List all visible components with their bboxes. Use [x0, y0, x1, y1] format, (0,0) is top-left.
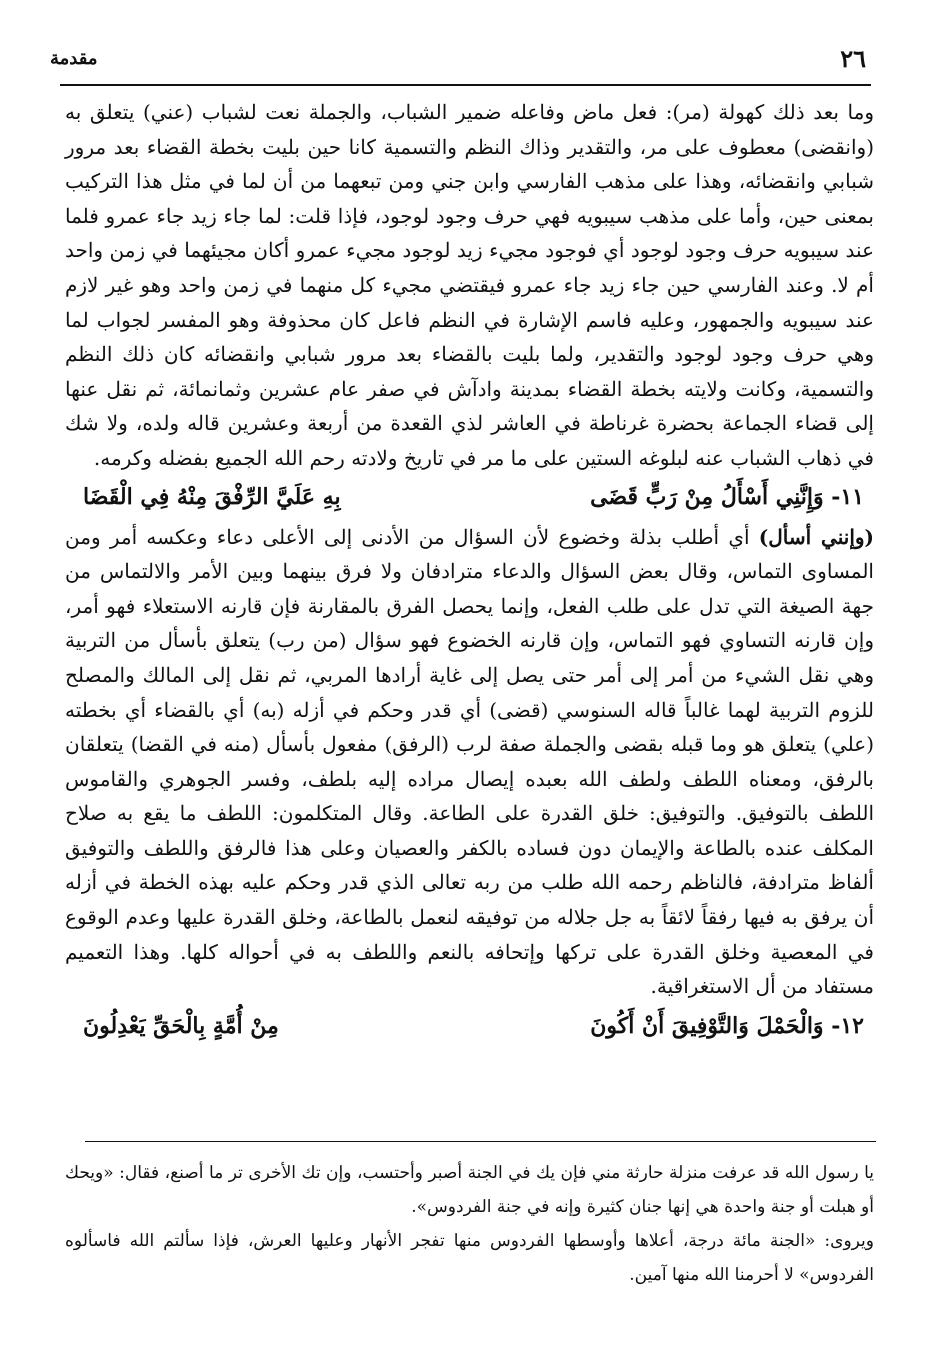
verse-11-second-hemistich: بِهِ عَلَيَّ الرِّفْقَ مِنْهُ فِي الْقَضَا — [83, 484, 341, 511]
main-text — [65, 95, 874, 1048]
running-head — [50, 38, 866, 78]
page-number: ٢٦ — [840, 43, 866, 73]
verse-12-first-hemistich: ١٢- وَالْحَمْلَ وَالتَّوْفِيقَ أَنْ أَكُونَ — [590, 1012, 864, 1039]
footnote-line-1: يا رسول الله قد عرفت منزلة حارثة مني فإن يك في الجنة أصبر وأحتسب، وإن تك الأخرى تر ما أصنع، فقال: «ويحك أو هبلت أو جنة واحدة هي إنها جنان كثيرة وإنه في جنة الفردوس». — [65, 1163, 874, 1217]
verse-11-first-hemistich: ١١- وَإِنَّنِي أَسْأَلُ مِنْ رَبٍّ قَضَى — [590, 484, 864, 511]
header-rule — [60, 84, 871, 86]
footnote-rule — [85, 1141, 876, 1142]
footnote-line-2: ويروى: «الجنة مائة درجة، أعلاها وأوسطها الفردوس منها تفجر الأنهار وعليها العرش، فإذا سألتم الله فاسألوه الفردوس» لا أحرمنا الله منها آمين. — [65, 1231, 874, 1285]
verse-12 — [65, 1004, 874, 1048]
commentary-lemma: (وإنني أسأل) — [758, 524, 874, 549]
chapter-title: مقدمة — [50, 47, 98, 69]
verse-11 — [65, 476, 874, 520]
commentary-paragraph-2 — [65, 520, 874, 1004]
verse-12-second-hemistich: مِنْ أُمَّةٍ بِالْحَقِّ يَعْدِلُونَ — [83, 1012, 279, 1039]
footnotes — [65, 1156, 874, 1292]
commentary-paragraph-2-text: أي أطلب بذلة وخضوع لأن السؤال من الأدنى إلى الأعلى دعاء وعكسه أمر ومن المساوى التماس، وقال بعض السؤال والدعاء مترادفان ولا فرق بينهما وبين الأمر والالتماس من جهة الصيغة التي تدل على طلب الفعل، وإنما يحصل الفرق بالمقارنة فإن قارنه الاستعلاء فهو أمر، وإن قارنه التساوي فهو التماس، وإن قارنه الخضوع فهو سؤال (من رب) يتعلق بأسأل من التربية وهي نقل الشيء من أمر إلى أمر حتى يصل إلى غاية أرادها المربي، ثم نقل إلى المالك والمصلح للزوم التربية لهما غالباً قاله السنوسي (قضى) أي قدر وحكم في أزله (به) أي بالقضاء أي بخطته (علي) يتعلق هو وما قبله بقضى والجملة صفة لرب (الرفق) مفعول بأسأل (منه في القضا) يتعلقان بالرفق، ومعناه اللطف ولطف الله بعبده إيصال مراده إليه بلطف، وفسر الجوهري والقاموس اللطف بالتوفيق. والتوفيق: خلق القدرة على الطاعة. وقال المتكلمون: اللطف ما يقع به صلاح المكلف عنده بالطاعة والإيمان دون فساده بالكفر والعصيان وعلى هذا فالرفق واللطف والتوفيق ألفاظ مترادفة، فالناظم رحمه الله طلب من ربه تعالى الذي قدر وحكم عليه بهذه الخطة في أزله أن يرفق به فيها رفقاً لائقاً به جل جلاله من توفيقه لنعمل بالطاعة، وخلق القدرة عليها وعدم الوقوع في المعصية وخلق القدرة على تركها وإتحافه بالنعم واللطف به في أحواله كلها. وهذا التعميم مستفاد من أل الاستغراقية. — [65, 524, 874, 999]
commentary-paragraph-1: وما بعد ذلك كهولة (مر): فعل ماض وفاعله ضمير الشباب، والجملة نعت لشباب (عني) يتعلق به (وانقضى) معطوف على مر، والتقدير وذاك النظم والتسمية كانا حين بليت بخطة القضاء بعد مرور شبابي وانقضائه، وهذا على مذهب الفارسي وابن جني ومن تبعهما من أن لما في مثل هذا التركيب بمعنى حين، وأما على مذهب سيبويه فهي حرف وجود لوجود، فإذا قلت: لما جاء زيد جاء عمرو فلما عند سيبويه حرف وجود لوجود أي فوجود مجيء زيد لوجود مجيء عمرو أكان مجيئهما في زمن واحد أم لا. وعند الفارسي حين جاء زيد جاء عمرو فيقتضي مجيء كل منهما في زمن واحد وهو غير لازم عند سيبويه والجمهور، وعليه فاسم الإشارة في النظم فاعل كان محذوفة وهو المفسر لجواب لما وهي حرف وجود لوجود والتقدير، ولما بليت بالقضاء بعد مرور شبابي وانقضائه كان ذلك النظم والتسمية، وكانت ولايته بخطة القضاء بمدينة وادآش في صفر عام عشرين وثمانمائة، ثم نقل عنها إلى قضاء الجماعة بحضرة غرناطة في العاشر لذي القعدة من أربعة وعشرين قاله ولده، ولا شك في ذهاب الشباب عنه لبلوغه الستين على ما مر في تاريخ ولادته رحم الله الجميع بفضله وكرمه. — [65, 100, 875, 470]
